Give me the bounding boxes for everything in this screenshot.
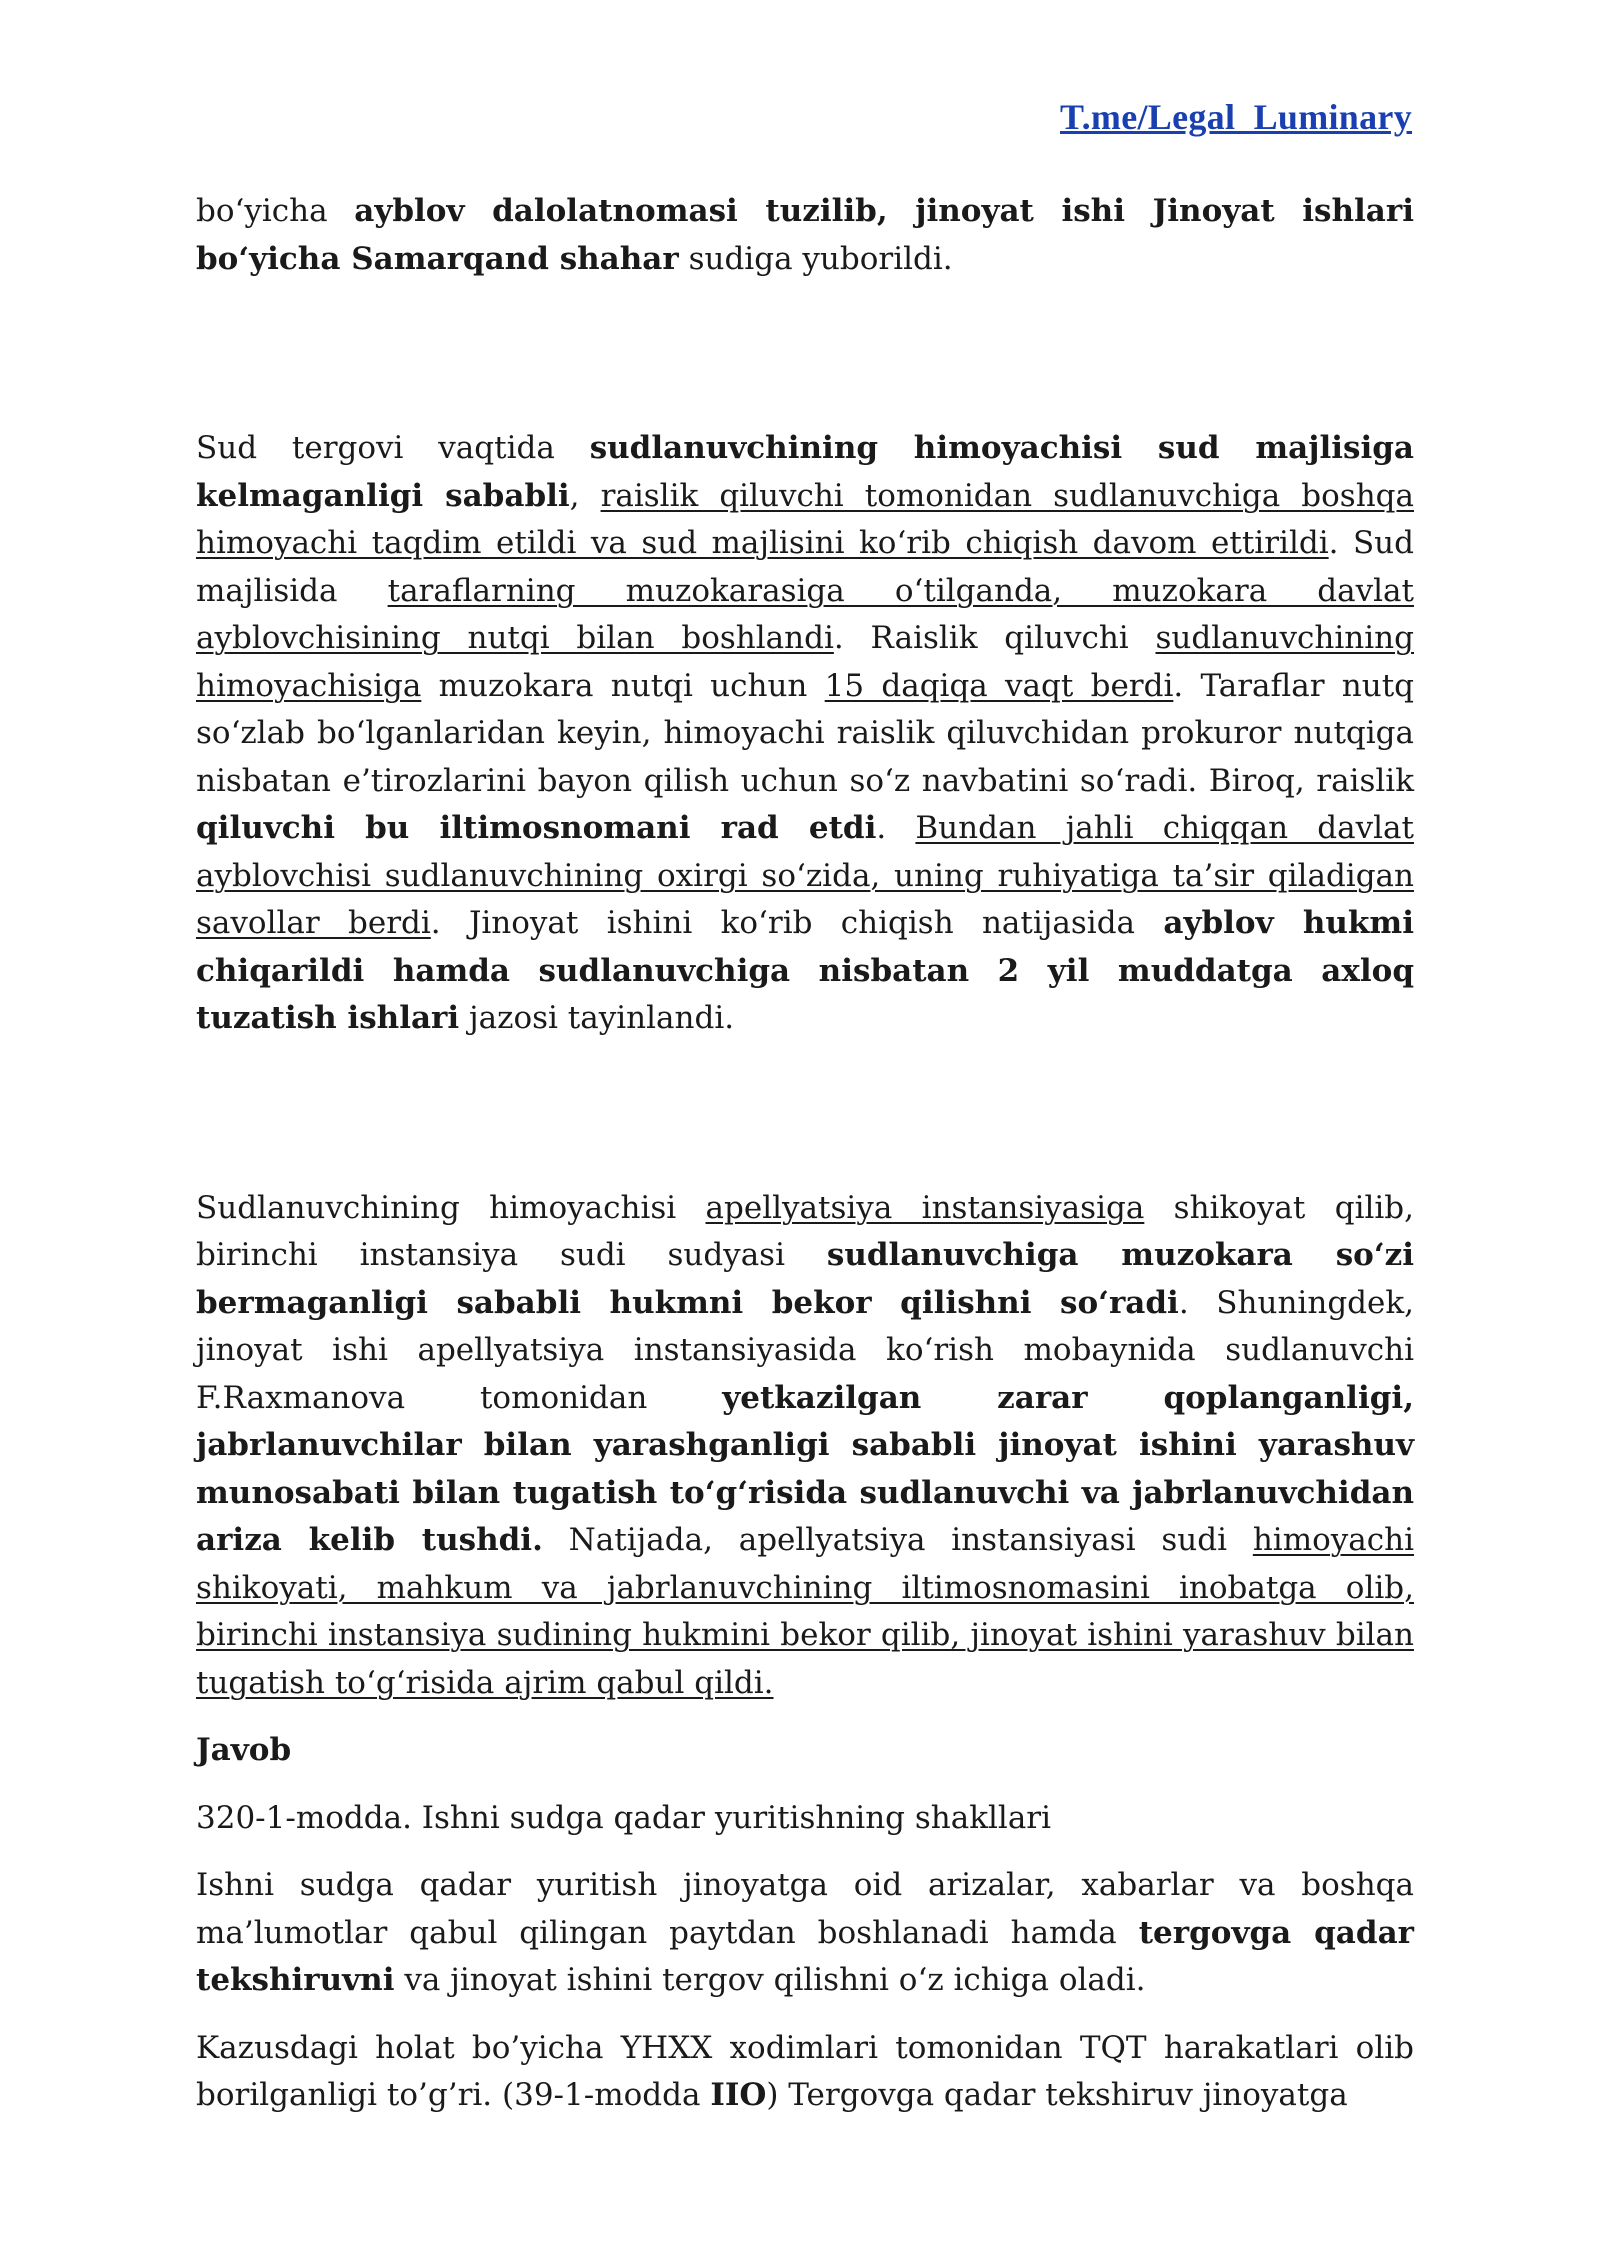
text-run: . Raislik qiluvchi: [833, 620, 1156, 656]
telegram-channel-link[interactable]: T.me/Legal_Luminary: [1059, 97, 1412, 137]
text-run: shikoyat qilib, birinchi instansiya sudi sudyasi: [196, 1189, 1415, 1273]
text-run: . Shuningdek, jinoyat ishi apellyatsiya instansiyasida ko‘rish mobaynida sudlanuvchi F.Raxmanova tomonidan: [196, 1284, 1414, 1416]
underlined-text: Bundan jahli chiqqan davlat ayblovchisi sudlanuvchining oxirgi so‘zida, uning ruhiyatiga ta’sir qiladigan savollar berdi: [196, 810, 1414, 941]
text-run: .: [876, 810, 916, 846]
underlined-text: taraflarning muzokarasiga o‘tilganda, muzokara davlat ayblovchisining nutqi bilan boshlandi: [196, 572, 1414, 656]
text-run: bo‘yicha: [196, 193, 355, 229]
paragraph-pretrial: [196, 1862, 1414, 2005]
text-run: . Taraflar nutq so‘zlab bo‘lganlaridan keyin, himoyachi raislik qiluvchidan prokuror nutqiga nisbatan e’tirozlarini bayon qilish uchun so‘z navbatini so‘radi. Biroq, raislik: [196, 667, 1415, 799]
underlined-text: himoyachi shikoyati, mahkum va jabrlanuvchining iltimosnomasini inobatga olib, birinchi instansiya sudining hukmini bekor qilib, jinoyat ishini yarashuv bilan tugatish to‘g‘risida ajrim qabul qildi.: [196, 1522, 1415, 1701]
bold-text: yetkazilgan zarar qoplanganligi, jabrlanuvchilar bilan yarashganligi sababli jinoyat ishini yarashuv munosabati bilan tugatish to‘g‘risida sudlanuvchi va jabrlanuvchidan ariza kelib tushdi.: [196, 1379, 1414, 1558]
text-run: Sudlanuvchining himoyachisi: [196, 1189, 706, 1226]
bold-text: qiluvchi bu iltimosnomani rad etdi: [196, 810, 877, 846]
bold-text: sudlanuvchining himoyachisi sud majlisiga kelmaganligi sababli: [196, 430, 1414, 514]
text-run: Ishni sudga qadar yuritish jinoyatga oid arizalar, xabarlar va boshqa ma’lumotlar qabul qilingan paytdan boshlanadi hamda: [196, 1867, 1414, 1951]
bold-text: tergovga qadar tekshiruvni: [196, 1914, 1414, 1998]
bold-text: sudlanuvchiga muzokara so‘zi bermaganligi sababli hukmni bekor qilishni so‘radi: [196, 1237, 1414, 1321]
text-run: va jinoyat ishini tergov qilishni o‘z ichiga oladi.: [394, 1962, 1146, 1998]
bold-text: IIO: [710, 2077, 767, 2113]
text-run: ) Tergovga qadar tekshiruv jinoyatga: [766, 2077, 1348, 2113]
text-run: Natijada, apellyatsiya instansiyasi sudi: [542, 1522, 1253, 1558]
text-run: jazosi tayinlandi.: [459, 1000, 735, 1036]
paragraph-case-analysis: [196, 2025, 1414, 2120]
underlined-text: sudlanuvchining himoyachisiga: [196, 620, 1414, 704]
answer-heading: Javob: [196, 1732, 292, 1768]
text-run: ,: [569, 477, 601, 514]
paragraph-appeal: [196, 1185, 1414, 1708]
underlined-text: raislik qiluvchi tomonidan sudlanuvchiga boshqa himoyachi taqdim etildi va sud majlisini ko‘rib chiqish davom ettirildi: [196, 477, 1414, 561]
underlined-text: 15 daqiqa vaqt berdi: [824, 667, 1174, 704]
text-run: sudiga yuborildi.: [678, 240, 953, 277]
text-run: . Jinoyat ishini ko‘rib chiqish natijasida: [430, 905, 1164, 941]
underlined-text: apellyatsiya instansiyasiga: [705, 1189, 1145, 1226]
text-run: . Sud majlisida: [196, 525, 1414, 609]
text-run: Sud tergovi vaqtida: [196, 430, 590, 466]
bold-text: ayblov dalolatnomasi tuzilib, jinoyat ishi Jinoyat ishlari bo‘yicha Samarqand shahar: [196, 193, 1414, 277]
document-body: [196, 188, 1414, 2120]
text-run: muzokara nutqi uchun: [421, 667, 825, 704]
text-run: Kazusdagi holat bo’yicha YHXX xodimlari tomonidan TQT harakatlari olib borilganligi to’g’ri. (39-1-modda: [196, 2029, 1414, 2113]
bold-text: ayblov hukmi chiqarildi hamda sudlanuvchiga nisbatan 2 yil muddatga axloq tuzatish ishlari: [196, 905, 1414, 1036]
article-title: 320-1-modda. Ishni sudga qadar yuritishning shakllari: [196, 1799, 1052, 1836]
paragraph-indictment: [196, 188, 1414, 283]
paragraph-court-trial: [196, 425, 1414, 1043]
